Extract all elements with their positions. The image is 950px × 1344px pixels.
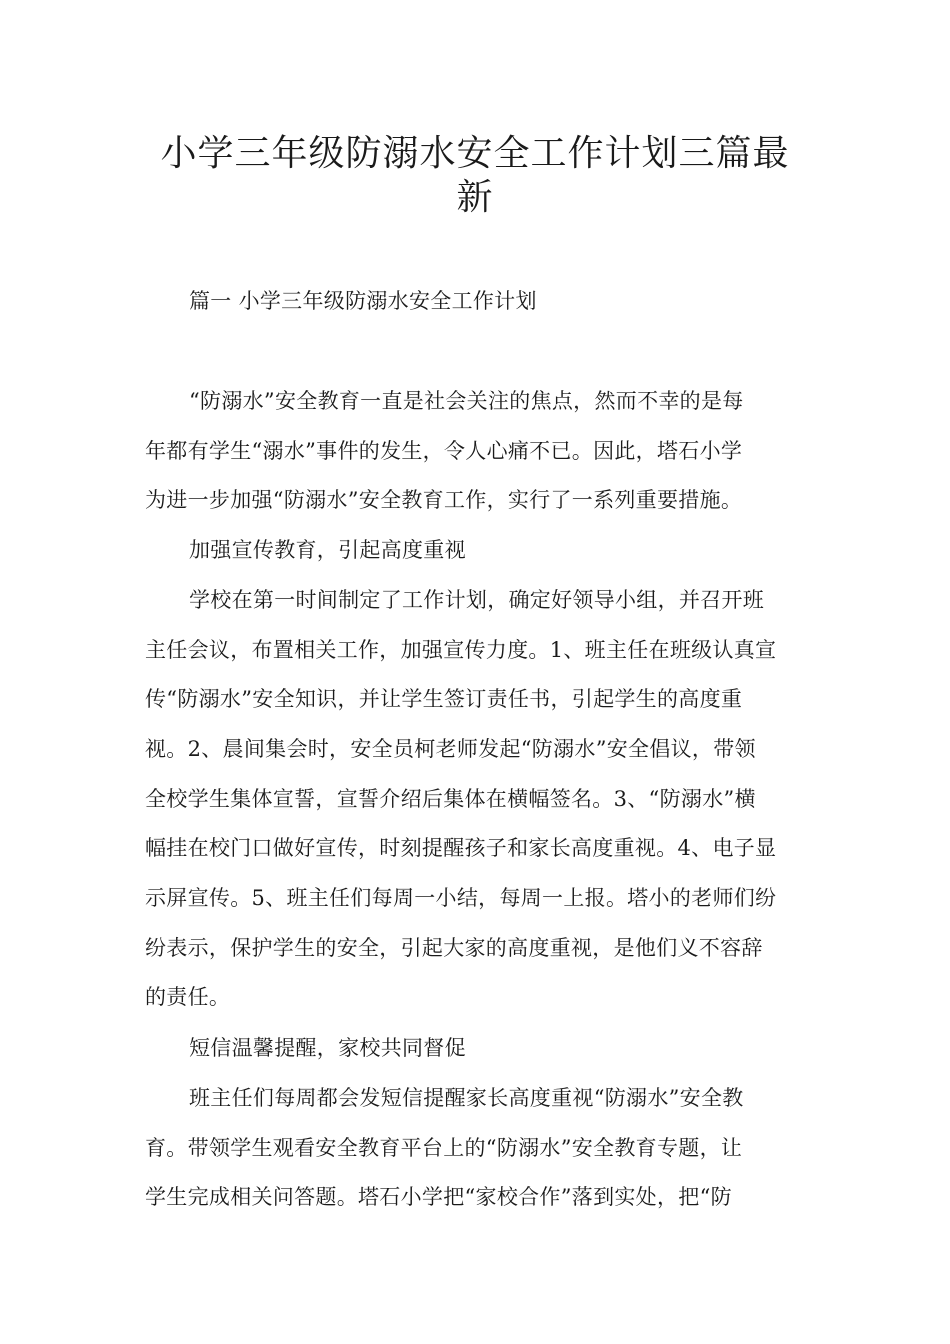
paragraph-line: “防溺水”安全教育一直是社会关注的焦点，然而不幸的是每 (189, 389, 744, 413)
paragraph-line: 年都有学生“溺水”事件的发生，令人心痛不已。因此，塔石小学 (145, 439, 743, 463)
paragraph-line: 学校在第一时间制定了工作计划，确定好领导小组，并召开班 (189, 588, 765, 612)
paragraph-line: 班主任们每周都会发短信提醒家长高度重视“防溺水”安全教 (189, 1086, 744, 1110)
paragraph-line: 全校学生集体宣誓，宣誓介绍后集体在横幅签名。3、“防溺水”横 (145, 787, 756, 811)
paragraph-line: 纷表示，保护学生的安全，引起大家的高度重视，是他们义不容辞 (145, 936, 763, 960)
paragraph-line: 主任会议，布置相关工作，加强宣传力度。1、班主任在班级认真宣 (145, 638, 777, 662)
paragraph-line: 幅挂在校门口做好宣传，时刻提醒孩子和家长高度重视。4、电子显 (145, 836, 777, 860)
section-heading: 篇一 小学三年级防溺水安全工作计划 (189, 289, 537, 313)
subheading: 短信温馨提醒，家校共同督促 (189, 1036, 466, 1060)
document-title-line2: 新 (456, 177, 494, 218)
paragraph-line: 示屏宣传。5、班主任们每周一小结，每周一上报。塔小的老师们纷 (145, 886, 777, 910)
subheading: 加强宣传教育，引起高度重视 (189, 538, 466, 562)
paragraph-line: 为进一步加强“防溺水”安全教育工作，实行了一系列重要措施。 (145, 488, 743, 512)
paragraph-line: 传“防溺水”安全知识，并让学生签订责任书，引起学生的高度重 (145, 687, 743, 711)
paragraph-line: 视。2、晨间集会时，安全员柯老师发起“防溺水”安全倡议，带领 (145, 737, 756, 761)
paragraph-line: 学生完成相关问答题。塔石小学把“家校合作”落到实处，把“防 (145, 1185, 732, 1209)
paragraph-line: 育。带领学生观看安全教育平台上的“防溺水”安全教育专题，让 (145, 1136, 743, 1160)
paragraph-line: 的责任。 (145, 985, 231, 1009)
document-title-line1: 小学三年级防溺水安全工作计划三篇最 (160, 133, 790, 174)
